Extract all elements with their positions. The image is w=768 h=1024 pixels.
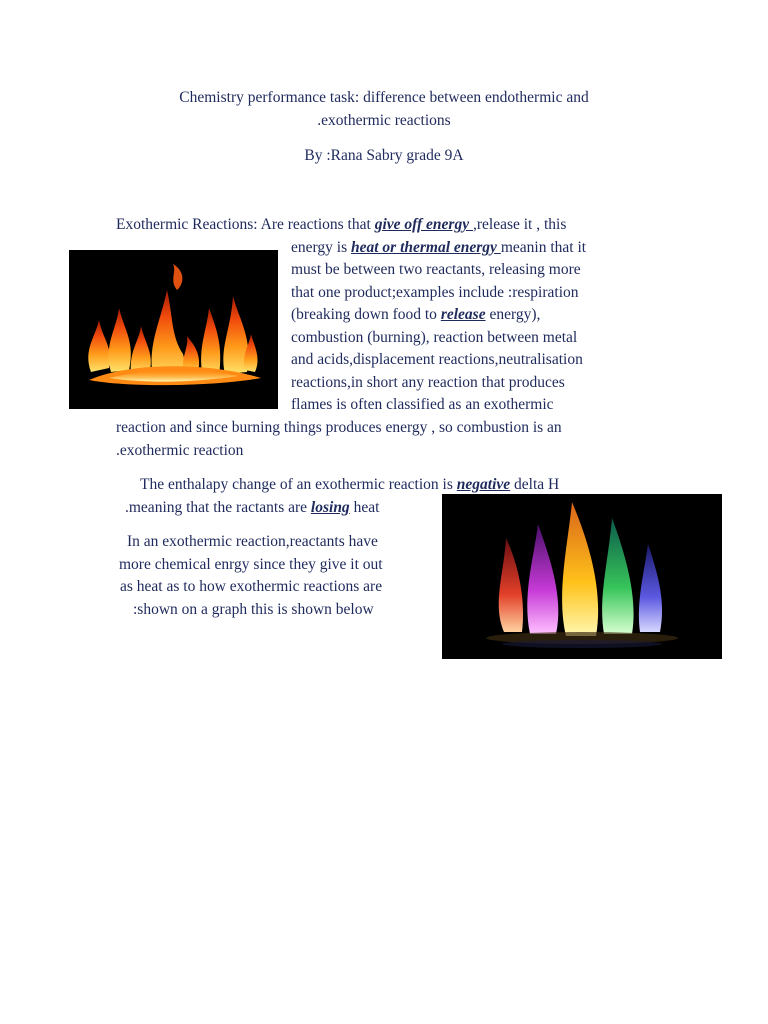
para2-line-2 [125,498,379,518]
author-byline: By :Rana Sabry grade 9A [304,147,464,164]
para1-line-4: that one product;examples include :respiration [291,284,579,301]
fire-icon [69,250,278,409]
para1-text: meanin that it [500,239,587,256]
para1-text: Exothermic Reactions: Are reactions that [116,216,375,233]
para1-text: energy is [291,239,351,256]
para3-line-3: as heat as to how exothermic reactions are [120,578,383,595]
keyword-negative: negative [456,476,511,493]
para2-text: .meaning that the ractants are [125,499,311,516]
para1-line-11: .exothermic reaction [116,442,244,459]
para1-line-8: reactions,in short any reaction that produces [291,374,565,391]
keyword-losing: losing [310,499,350,516]
para2-text: delta H [510,476,560,493]
para1-line-7: and acids,displacement reactions,neutralisation [291,351,583,368]
keyword-release: release [440,306,486,323]
keyword-heat-thermal-energy: heat or thermal energy [350,239,501,256]
para1-line-9: flames is often classified as an exothermic [291,396,554,413]
para1-text: ,release it , this [472,216,567,233]
para1-line-2 [291,238,586,258]
para1-text: (breaking down food to [291,306,441,323]
document-title-line-1: Chemistry performance task: difference between endothermic and [179,89,589,106]
para3-line-2: more chemical enrgy since they give it out [119,556,383,573]
para1-line-3: must be between two reactants, releasing more [291,261,581,278]
rainbow-fire-icon [442,494,722,659]
orange-flames-image [69,250,278,409]
para1-line-10: reaction and since burning things produces energy , so combustion is an [116,419,562,436]
rainbow-flames-image [442,494,722,659]
para1-line-5 [291,305,540,325]
keyword-give-off-energy: give off energy [374,216,473,233]
para3-line-4: :shown on a graph this is shown below [133,601,374,618]
para1-text: energy), [485,306,541,323]
para3-line-1: In an exothermic reaction,reactants have [127,533,378,550]
para2-text: The enthalapy change of an exothermic reaction is [140,476,457,493]
para1-line-1 [116,215,566,235]
para2-line-1 [140,475,559,495]
para2-text: heat [349,499,380,516]
para1-line-6: combustion (burning), reaction between metal [291,329,578,346]
document-title-line-2: .exothermic reactions [317,112,451,129]
